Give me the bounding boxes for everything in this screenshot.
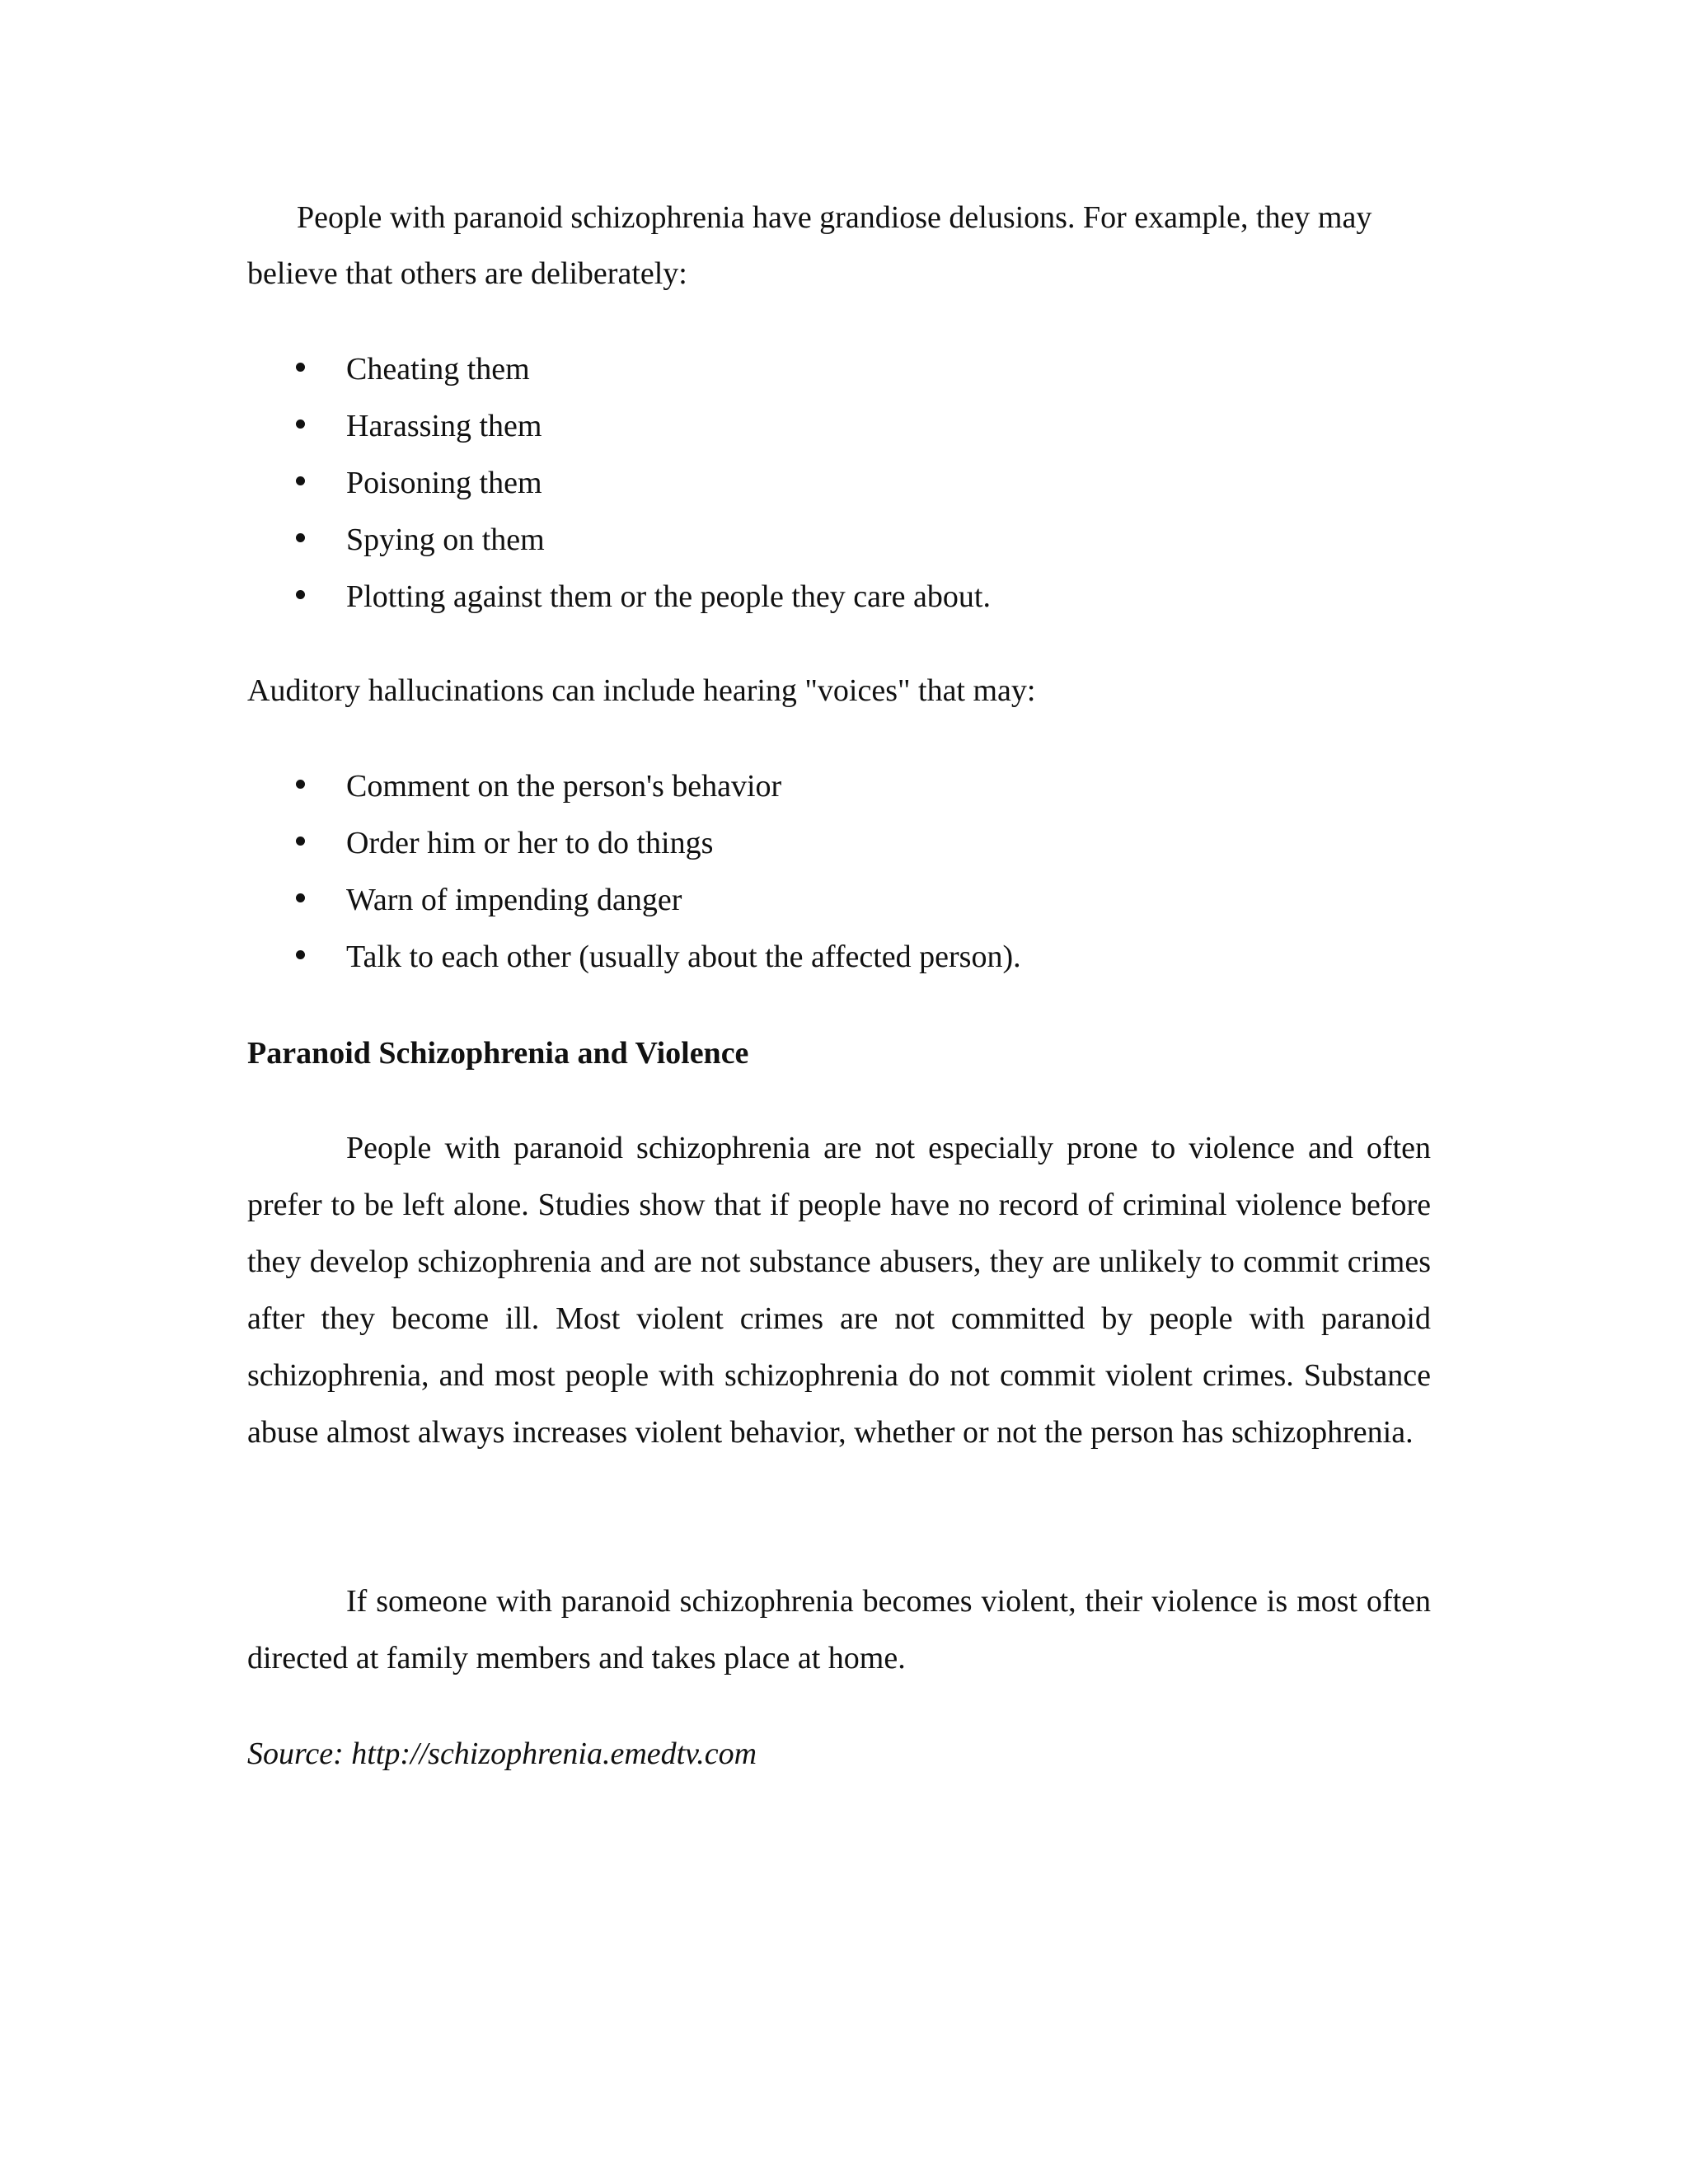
section-heading: Paranoid Schizophrenia and Violence (247, 1036, 749, 1071)
bullet-icon (296, 590, 305, 599)
list-item-text: Comment on the person's behavior (346, 769, 782, 804)
list-item-text: Cheating them (346, 352, 530, 387)
intro-line-1: People with paranoid schizophrenia have grandiose delusions. For example, they may (297, 200, 1372, 235)
bullet-icon (296, 533, 305, 542)
bullet-icon (296, 476, 305, 485)
home-violence-paragraph: If someone with paranoid schizophrenia becomes violent, their violence is most often directed at family members and takes place at home. (247, 1584, 1431, 1675)
list-item-text: Talk to each other (usually about the affected person). (346, 940, 1021, 974)
list-item-text: Order him or her to do things (346, 826, 714, 860)
intro-line-2: believe that others are deliberately: (247, 256, 687, 291)
bullet-icon (296, 419, 305, 429)
bullet-icon (296, 893, 305, 902)
list-item-text: Harassing them (346, 409, 542, 443)
list-item-text: Spying on them (346, 523, 545, 557)
bullet-icon (296, 363, 305, 372)
list-item-text: Warn of impending danger (346, 883, 682, 917)
source-citation: Source: http://schizophrenia.emedtv.com (247, 1736, 757, 1771)
list-item-text: Plotting against them or the people they care about. (346, 579, 991, 614)
list-item-text: Poisoning them (346, 466, 542, 500)
violence-paragraph: People with paranoid schizophrenia are not especially prone to violence and often prefer to be left alone. Studies show that if people have no record of criminal violence before they develop schizophrenia and are not substance abusers, they are unlikely to commit crimes after they become ill. Most violent crimes are not committed by people with paranoid schizophrenia, and most people with schizophrenia do not commit violent crimes. Substance abuse almost always increases violent behavior, whether or not the person has schizophrenia. (247, 1131, 1431, 1450)
bullet-icon (296, 780, 305, 789)
bullet-icon (296, 950, 305, 959)
auditory-intro: Auditory hallucinations can include hearing "voices" that may: (247, 673, 1036, 708)
bullet-icon (296, 837, 305, 846)
